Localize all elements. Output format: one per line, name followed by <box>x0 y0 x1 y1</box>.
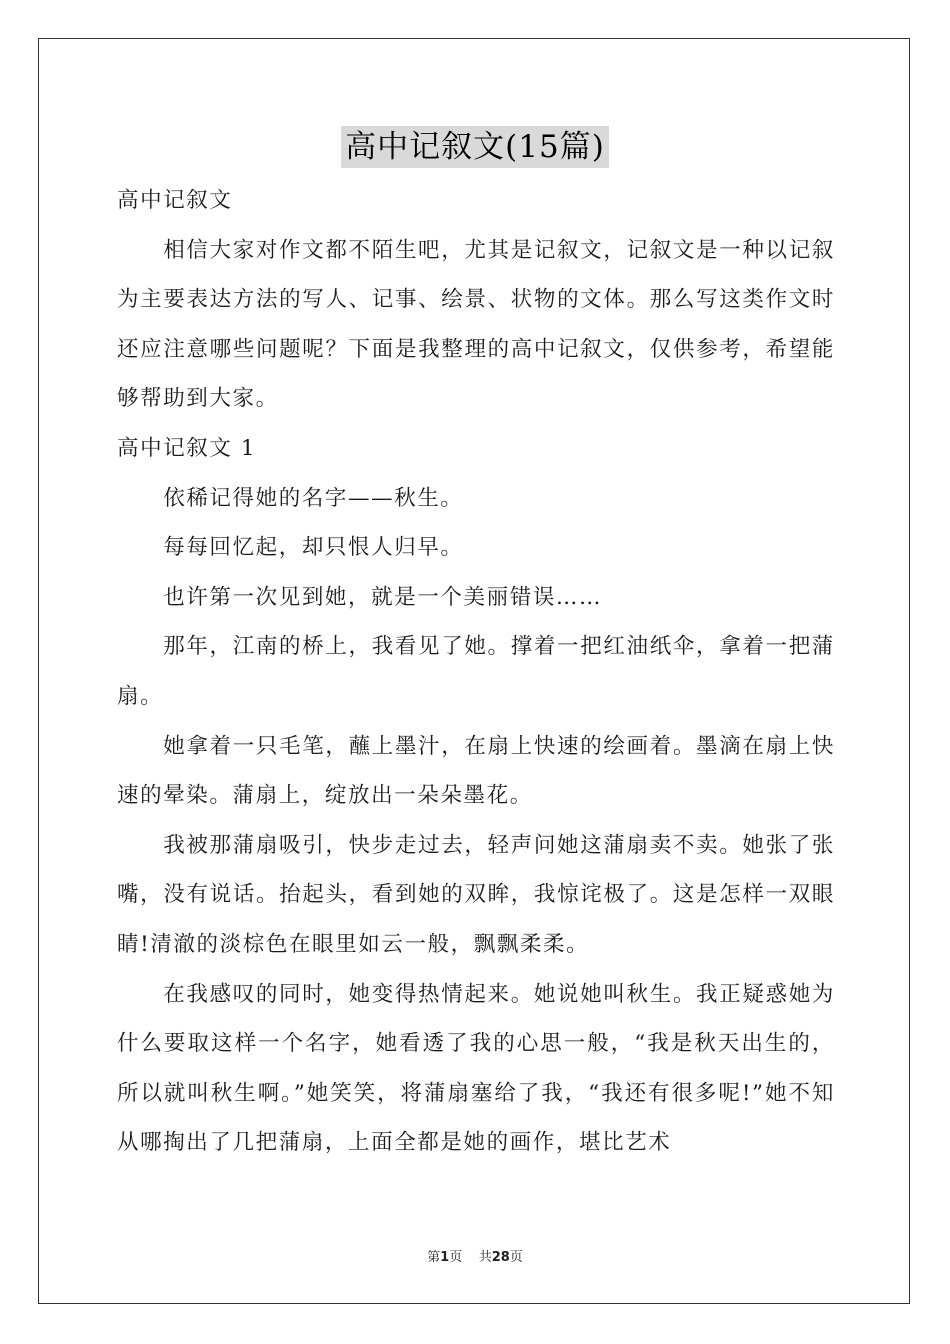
paragraph: 相信大家对作文都不陌生吧，尤其是记叙文，记叙文是一种以记叙为主要表达方法的写人、记事、绘景、状物的文体。那么写这类作文时还应注意哪些问题呢？下面是我整理的高中记叙文，仅供参考，希望能够帮助到大家。 <box>117 237 835 412</box>
paragraph: 在我感叹的同时，她变得热情起来。她说她叫秋生。我正疑惑她为什么要取这样一个名字，她看透了我的心思一般，“我是秋天出生的，所以就叫秋生啊。”她笑笑，将蒲扇塞给了我，“我还有很多呢!”她不知从哪掏出了几把蒲扇，上面全都是她的画作，堪比艺术 <box>117 981 835 1156</box>
document-body <box>117 176 835 1168</box>
paragraph: 依稀记得她的名字——秋生。 <box>163 485 464 511</box>
paragraph: 我被那蒲扇吸引，快步走过去，轻声问她这蒲扇卖不卖。她张了张嘴，没有说话。抬起头，看到她的双眸，我惊诧极了。这是怎样一双眼睛!清澈的淡棕色在眼里如云一般，飘飘柔柔。 <box>117 832 835 957</box>
page-prefix: 第 <box>427 1250 441 1265</box>
paragraph: 每每回忆起，却只恨人归早。 <box>163 535 464 561</box>
paragraph-heading: 高中记叙文 <box>117 188 233 213</box>
document-title: 高中记叙文(15篇) <box>341 126 609 168</box>
page-footer <box>0 1246 950 1265</box>
total-unit: 页 <box>509 1250 523 1265</box>
paragraph: 也许第一次见到她，就是一个美丽错误…… <box>163 584 603 610</box>
paragraph: 那年，江南的桥上，我看见了她。撑着一把红油纸伞，拿着一把蒲扇。 <box>117 634 835 709</box>
total-prefix: 共 <box>478 1250 492 1265</box>
title-container <box>0 126 950 168</box>
total-pages: 28 <box>491 1250 510 1265</box>
paragraph: 她拿着一只毛笔，蘸上墨汁，在扇上快速的绘画着。墨滴在扇上快速的晕染。蒲扇上，绽放出一朵朵墨花。 <box>117 733 835 809</box>
section-heading: 高中记叙文 1 <box>117 435 257 461</box>
page-number: 1 <box>440 1250 450 1265</box>
page-unit: 页 <box>449 1250 463 1265</box>
